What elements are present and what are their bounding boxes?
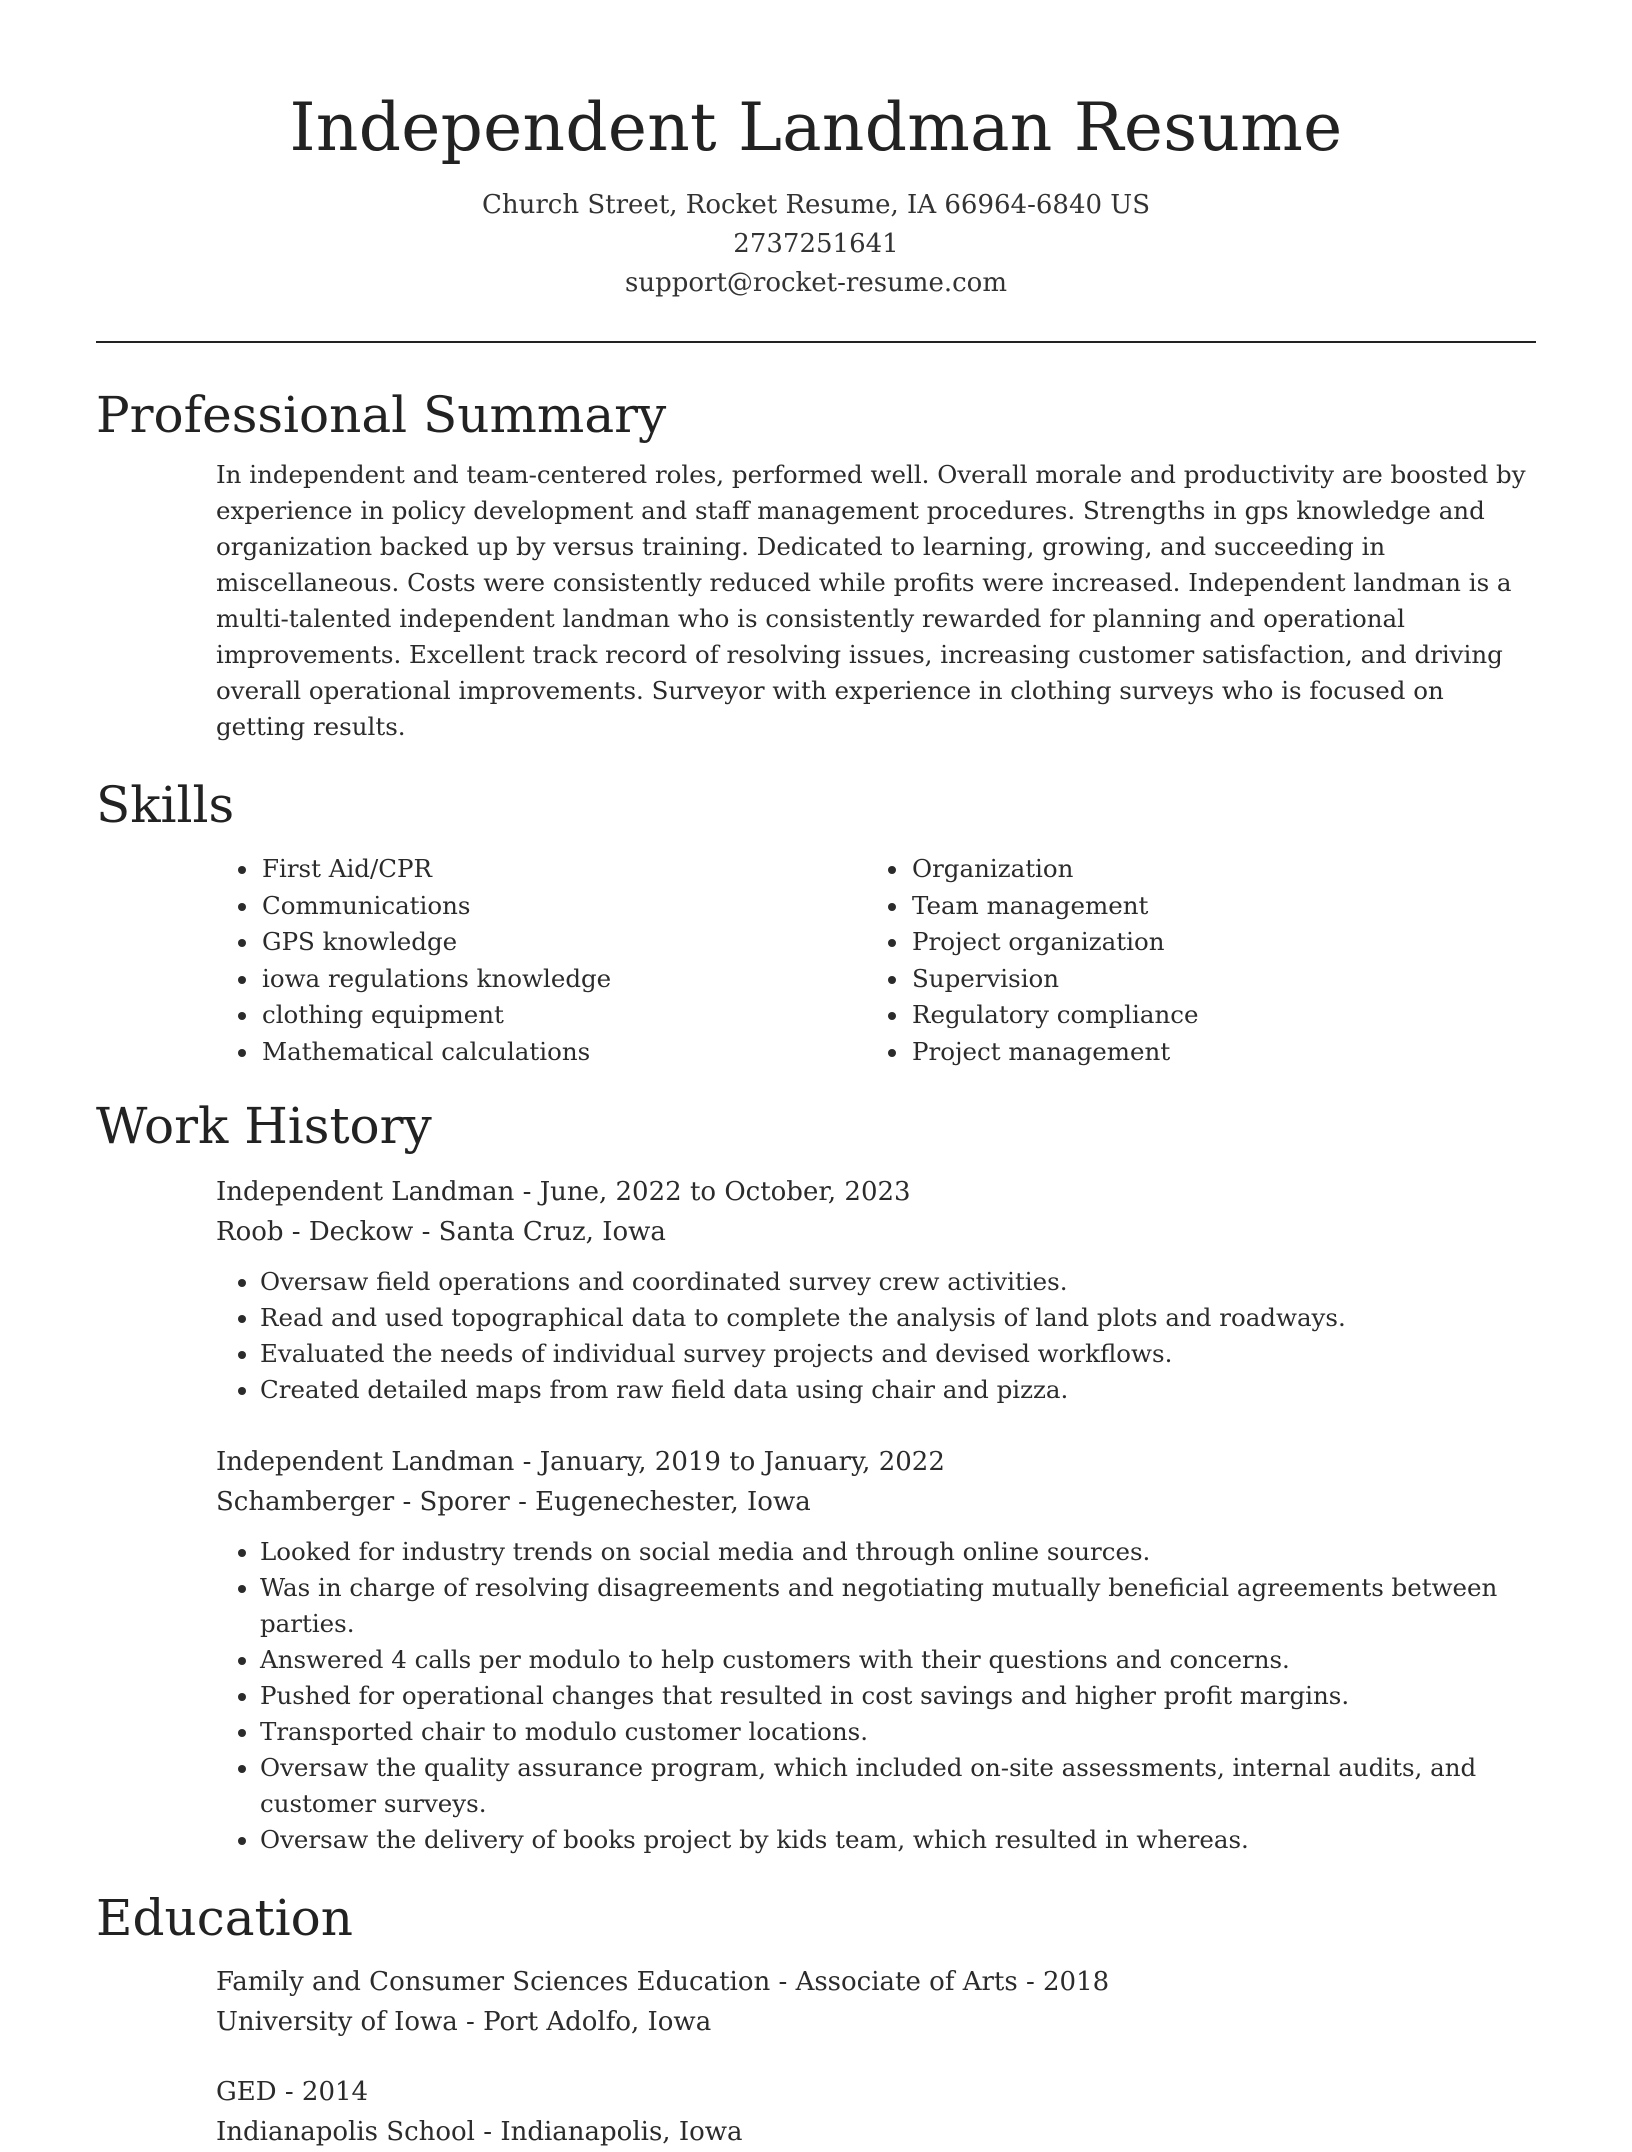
contact-phone: 2737251641	[733, 229, 899, 259]
education-heading: Education	[96, 1889, 353, 1947]
job-bullet: • Oversaw field operations and coordinated survey crew activities.	[260, 1264, 1536, 1300]
job-bullet: • Read and used topographical data to complete the analysis of land plots and roadways.	[260, 1300, 1536, 1336]
education-degree: GED	[216, 2077, 277, 2107]
resume-header	[96, 0, 1536, 303]
job-company: Roob - Deckow	[216, 1217, 414, 1247]
skill-item: • Supervision	[910, 961, 1198, 998]
education-school-line	[216, 2112, 1536, 2152]
skill-item: • Organization	[910, 851, 1198, 888]
skills-list-left	[260, 851, 910, 1070]
summary-heading: Professional Summary	[96, 386, 667, 444]
job-bullets	[260, 1534, 1536, 1858]
job-role: Independent Landman	[216, 1177, 515, 1207]
skill-item: • Communications	[260, 888, 910, 925]
job-entry	[216, 1442, 1536, 1858]
education-location: - Port Adolfo, Iowa	[457, 2007, 712, 2037]
job-bullet: • Answered 4 calls per modulo to help customers with their questions and concerns.	[260, 1642, 1536, 1678]
resume-title: Independent Landman Resume	[289, 89, 1343, 166]
job-role: Independent Landman	[216, 1447, 515, 1477]
job-bullet: • Looked for industry trends on social media and through online sources.	[260, 1534, 1536, 1570]
education-school-line	[216, 2002, 1536, 2042]
contact-block	[96, 186, 1536, 303]
skill-item: • Regulatory compliance	[910, 997, 1198, 1034]
job-bullet: • Oversaw the quality assurance program, which included on-site assessments, internal audits, and customer surveys.	[260, 1750, 1536, 1822]
skill-item: • Mathematical calculations	[260, 1034, 910, 1071]
education-school: Indianapolis School	[216, 2117, 475, 2147]
education-degree-line	[216, 2072, 1536, 2112]
skill-item: • Project management	[910, 1034, 1198, 1071]
header-divider	[96, 341, 1536, 343]
education-degree: Family and Consumer Sciences Education - Associate of Arts	[216, 1967, 1018, 1997]
job-company-line	[216, 1212, 1536, 1252]
skills-heading: Skills	[96, 776, 235, 834]
job-dates: - June, 2022 to October, 2023	[514, 1177, 911, 1207]
skill-item: • GPS knowledge	[260, 924, 910, 961]
education-degree-line	[216, 1962, 1536, 2002]
job-bullet: • Transported chair to modulo customer locations.	[260, 1714, 1536, 1750]
skill-item: • clothing equipment	[260, 997, 910, 1034]
education-location: - Indianapolis, Iowa	[475, 2117, 743, 2147]
job-location: - Eugenechester, Iowa	[509, 1487, 811, 1517]
skill-item: • Team management	[910, 888, 1198, 925]
job-dates: - January, 2019 to January, 2022	[514, 1447, 945, 1477]
skill-item: • Project organization	[910, 924, 1198, 961]
contact-address: Church Street, Rocket Resume, IA 66964-6840 US	[481, 190, 1151, 220]
summary-text: In independent and team-centered roles, performed well. Overall morale and productivity are boosted by experience in policy development and staff management procedures. Strengths in gps knowledge and organization backed up by versus training. Dedicated to learning, growing, and succeeding in miscellaneous. Costs were consistently reduced while profits were increased. Independent landman is a multi-talented independent landman who is consistently rewarded for planning and operational improvements. Excellent track record of resolving issues, increasing customer satisfaction, and driving overall operational improvements. Surveyor with experience in clothing surveys who is focused on getting results.	[216, 460, 1526, 741]
education-entry	[216, 2072, 1536, 2152]
education-year: - 2014	[276, 2077, 369, 2107]
job-title-line	[216, 1442, 1536, 1482]
education-section	[96, 1886, 1536, 2152]
contact-email: support@rocket-resume.com	[624, 268, 1007, 298]
education-entry	[216, 1962, 1536, 2042]
skills-columns	[260, 851, 1536, 1070]
job-company-line	[216, 1482, 1536, 1522]
job-bullet: • Oversaw the delivery of books project by kids team, which resulted in whereas.	[260, 1822, 1536, 1858]
job-entry	[216, 1172, 1536, 1408]
job-bullet: • Evaluated the needs of individual survey projects and devised workflows.	[260, 1336, 1536, 1372]
job-bullet: • Pushed for operational changes that resulted in cost savings and higher profit margins.	[260, 1678, 1536, 1714]
skill-item: • iowa regulations knowledge	[260, 961, 910, 998]
job-title-line	[216, 1172, 1536, 1212]
work-history-section	[96, 1094, 1536, 1858]
job-bullets	[260, 1264, 1536, 1408]
summary-section	[96, 383, 1536, 745]
work-history-heading: Work History	[96, 1097, 432, 1155]
education-year: - 2018	[1017, 1967, 1110, 1997]
job-company: Schamberger - Sporer	[216, 1487, 510, 1517]
job-bullet: • Created detailed maps from raw field data using chair and pizza.	[260, 1372, 1536, 1408]
job-location: - Santa Cruz, Iowa	[413, 1217, 666, 1247]
job-bullet: • Was in charge of resolving disagreements and negotiating mutually beneficial agreements between parties.	[260, 1570, 1536, 1642]
education-school: University of Iowa	[216, 2007, 458, 2037]
skills-section	[96, 773, 1536, 1070]
skill-item: • First Aid/CPR	[260, 851, 910, 888]
skills-list-right	[910, 851, 1198, 1070]
